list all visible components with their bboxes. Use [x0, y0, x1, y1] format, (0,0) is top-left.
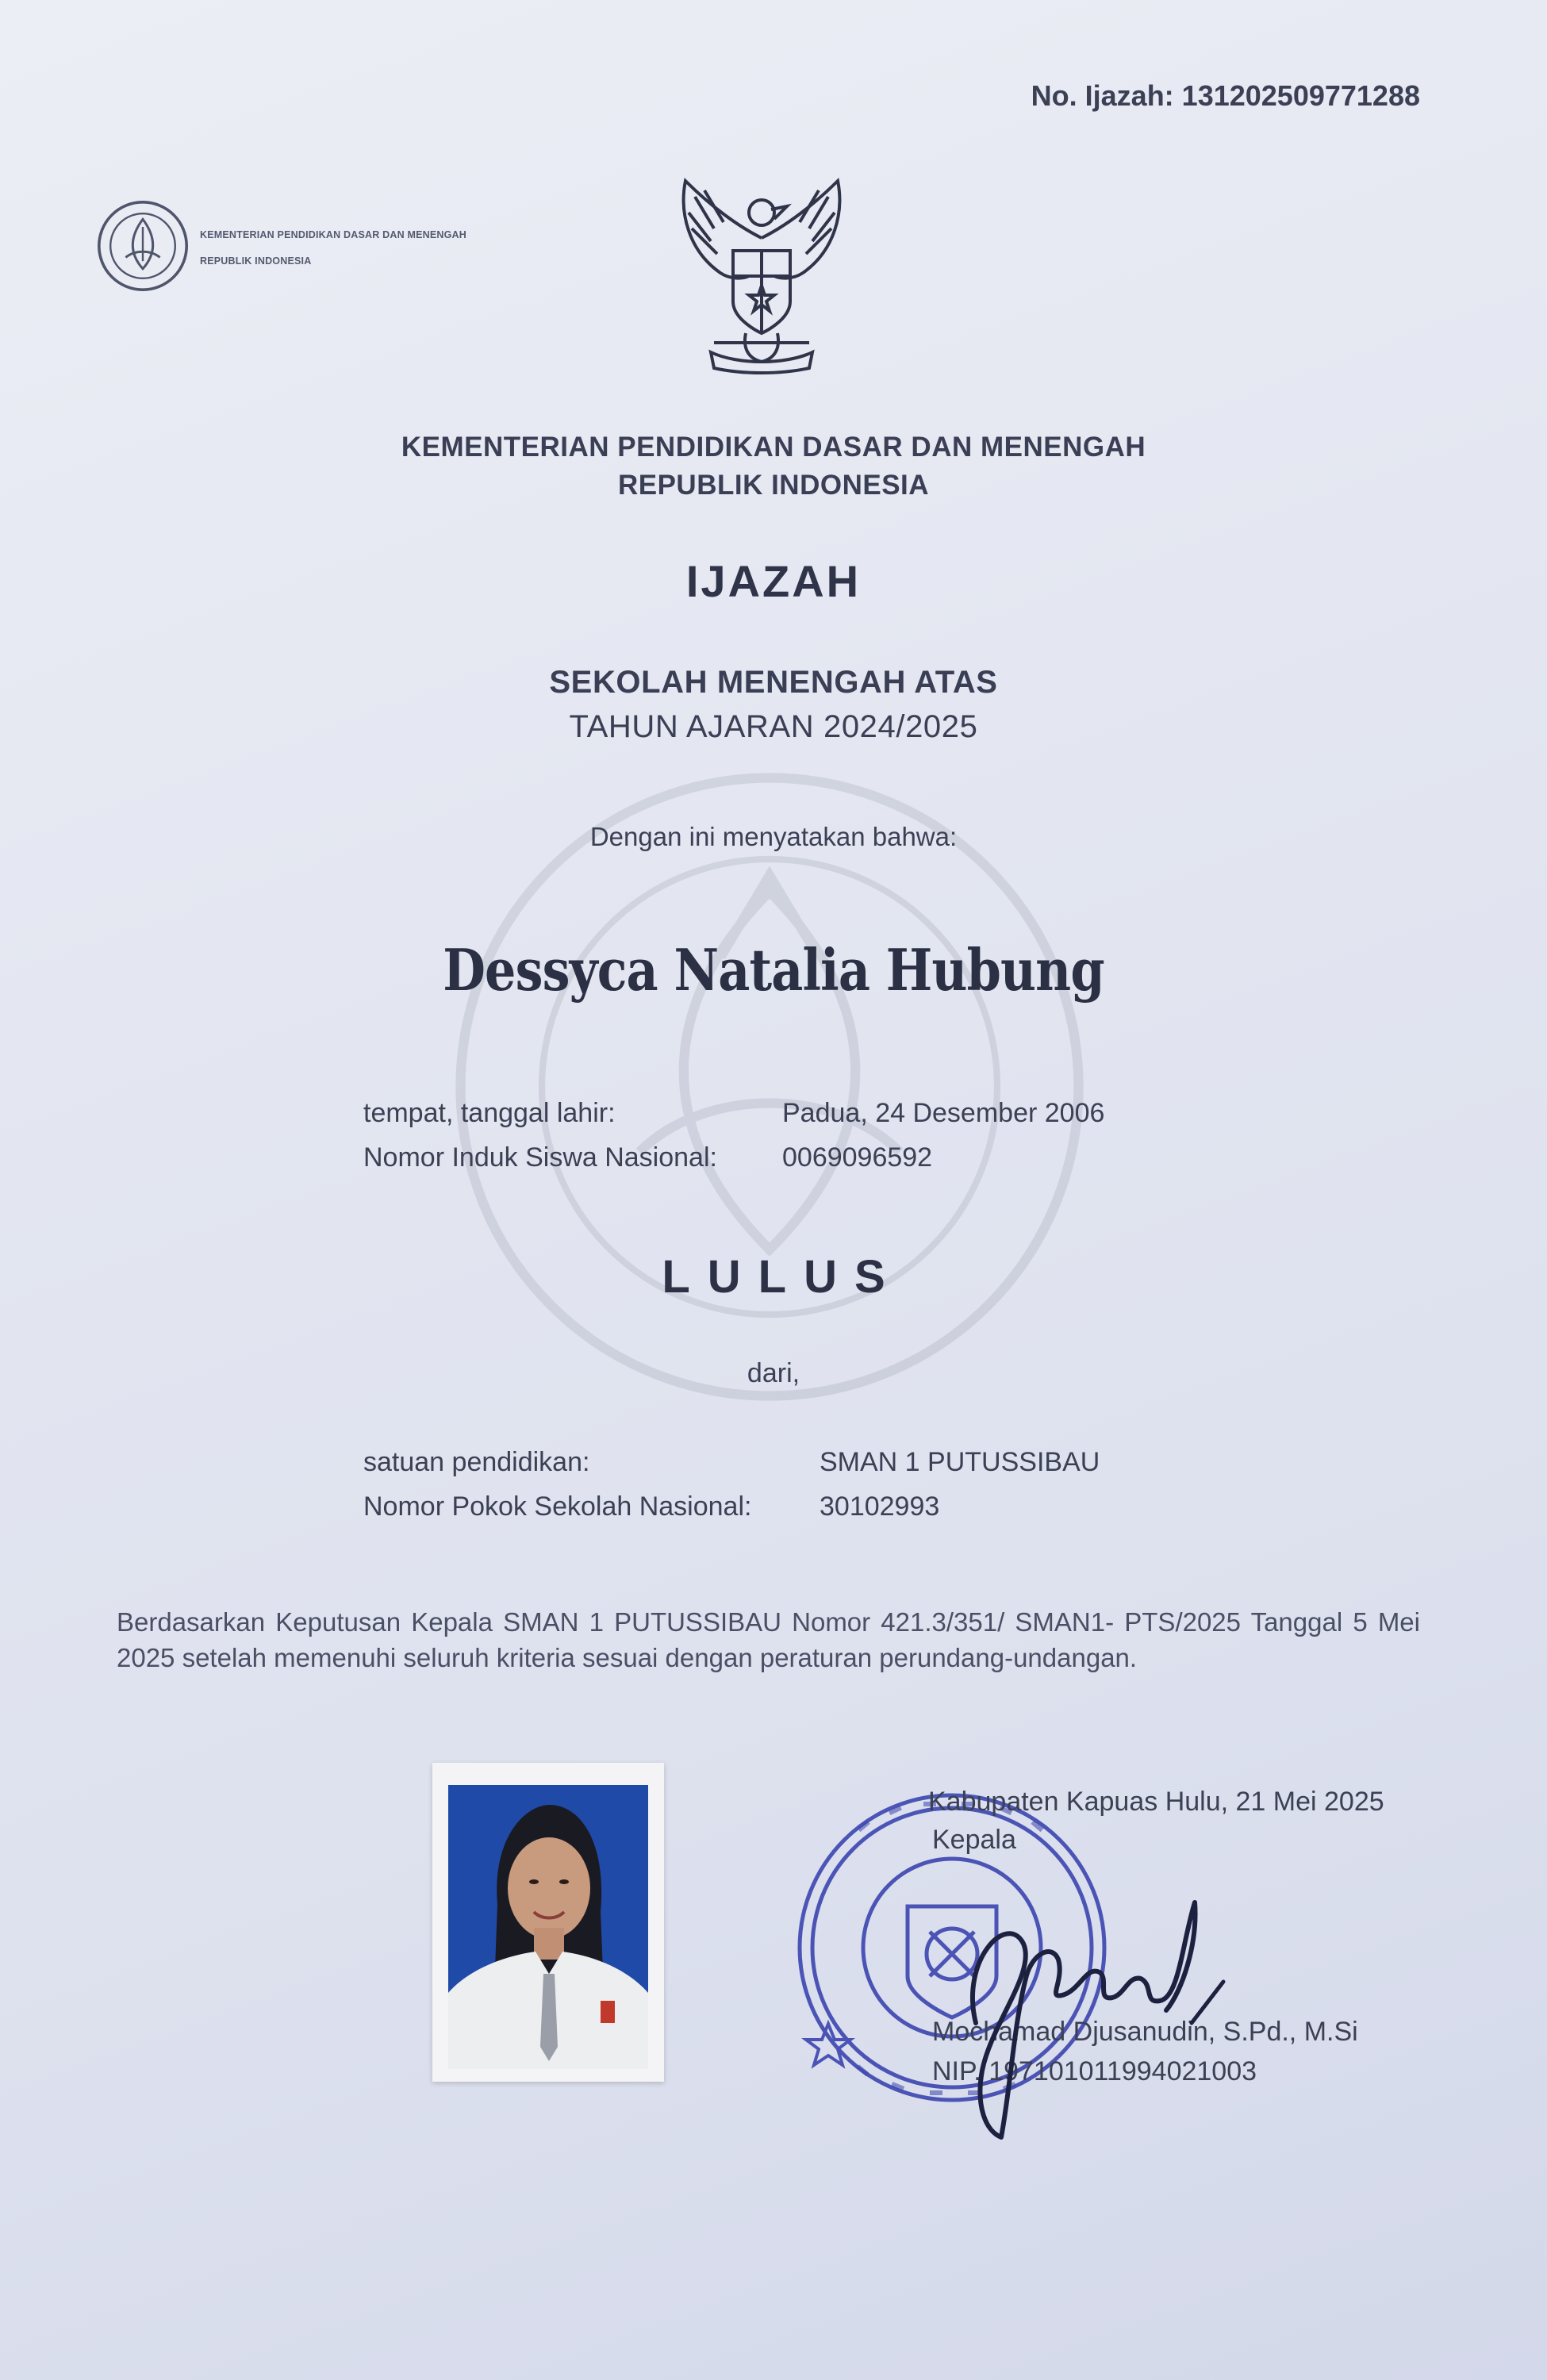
- graduation-status: LULUS: [662, 1251, 903, 1303]
- student-portrait-icon: [448, 1785, 648, 2069]
- document-title: IJAZAH: [685, 556, 862, 606]
- garuda-pancasila-emblem-icon: [666, 175, 857, 381]
- birth-label: tempat, tanggal lahir:: [363, 1098, 616, 1128]
- npsn-label: Nomor Pokok Sekolah Nasional:: [363, 1491, 752, 1522]
- ministry-heading-line2: REPUBLIK INDONESIA: [617, 470, 930, 501]
- ministry-small-line1: KEMENTERIAN PENDIDIKAN DASAR DAN MENENGAH: [200, 229, 466, 240]
- academic-year: TAHUN AJARAN 2024/2025: [569, 709, 978, 744]
- ministry-small-caption: [200, 222, 466, 274]
- npsn-value: 30102993: [820, 1491, 940, 1522]
- birth-value: Padua, 24 Desember 2006: [782, 1098, 1105, 1128]
- school-value: SMAN 1 PUTUSSIBAU: [820, 1447, 1100, 1477]
- signer-nip: NIP. 197101011994021003: [932, 2056, 1257, 2086]
- from-text: dari,: [747, 1358, 800, 1388]
- intro-statement: Dengan ini menyatakan bahwa:: [589, 822, 958, 851]
- tut-wuri-handayani-watermark-icon: [444, 762, 1095, 1412]
- ministry-small-line2: REPUBLIK INDONESIA: [200, 255, 312, 267]
- school-level: SEKOLAH MENENGAH ATAS: [549, 665, 998, 700]
- signer-position: Kepala: [932, 1825, 1016, 1855]
- student-photo: [448, 1785, 648, 2069]
- tut-wuri-handayani-logo-icon: [95, 198, 190, 294]
- student-name: Dessyca Natalia Hubung: [443, 936, 1104, 1004]
- place-and-date: Kabupaten Kapuas Hulu, 21 Mei 2025: [928, 1787, 1384, 1817]
- school-label: satuan pendidikan:: [363, 1447, 590, 1477]
- school-level-block: [0, 660, 1547, 749]
- decree-paragraph: Berdasarkan Keputusan Kepala SMAN 1 PUTUSSIBAU Nomor 421.3/351/ SMAN1- PTS/2025 Tanggal 5 Mei 2025 setelah memenuhi seluruh kriteria sesuai dengan peraturan perundang-undangan.: [117, 1607, 1420, 1672]
- handwritten-signature-icon: [912, 1848, 1246, 2150]
- nisn-value: 0069096592: [782, 1142, 933, 1173]
- diploma-serial-number: No. Ijazah: 131202509771288: [1031, 79, 1420, 112]
- ministry-heading: [0, 428, 1547, 505]
- ministry-heading-line1: KEMENTERIAN PENDIDIKAN DASAR DAN MENENGAH: [401, 432, 1146, 463]
- signer-name: Mochamad Djusanudin, S.Pd., M.Si: [932, 2017, 1358, 2047]
- nisn-label: Nomor Induk Siswa Nasional:: [363, 1142, 717, 1173]
